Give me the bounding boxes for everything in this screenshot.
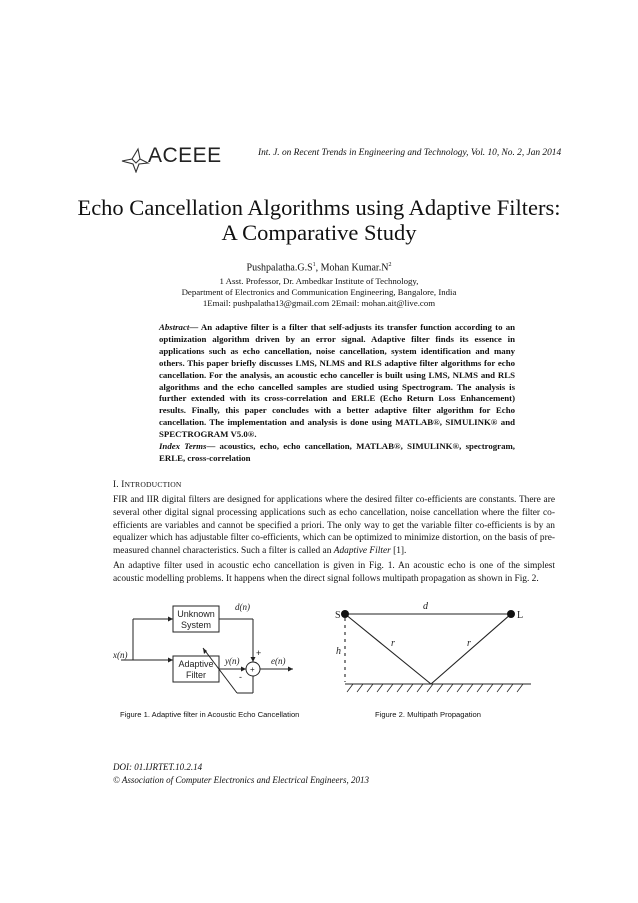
- signal-y: y(n): [225, 656, 240, 666]
- intro-paragraph-2: An adaptive filter used in acoustic echo cancellation is given in Fig. 1. An acoustic echo is one of the simplest acoustic modelling problems. It happens when the direct signal follows multipath propagation as shown in Fig. 2.: [113, 561, 555, 584]
- author-2: Mohan Kumar.N: [320, 262, 389, 274]
- figure-2-caption: Figure 2. Multipath Propagation: [375, 710, 481, 719]
- journal-reference: Int. J. on Recent Trends in Engineering and Technology, Vol. 10, No. 2, Jan 2014: [258, 148, 562, 158]
- label-h: h: [336, 646, 341, 657]
- author-emails: 1Email: pushpalatha13@gmail.com 2Email: mohan.ait@live.com: [202, 298, 436, 308]
- title-line-2: A Comparative Study: [221, 220, 417, 245]
- intro-paragraph-1: [113, 494, 555, 558]
- ground-hatching: [347, 684, 523, 692]
- logo-star-icon: [122, 149, 148, 172]
- section-heading-introduction: [113, 479, 182, 489]
- p1-text-a: FIR and IIR digital filters are designed for applications where the desired filter co-efficients are constants. There are several other digital signal processing applications such as echo cancellation, noise cancellation where the filter co-efficients are variables and cannot be specified a priori. The only way to get the variable filter co-efficients is by an equalizer which has adjustable filter co-efficients, which can be optimized to minimize distortion, on the basis of pre-measured channel characteristics. Such a filter is called an: [113, 495, 555, 557]
- abstract-label: Abstract: [159, 322, 190, 332]
- section-initial: I: [121, 479, 125, 489]
- signal-x: x(n): [113, 650, 128, 660]
- title-line-1: Echo Cancellation Algorithms using Adaptive Filters:: [77, 195, 561, 220]
- logo-text: ACEEE: [148, 144, 222, 167]
- minus-sign: -: [239, 672, 242, 682]
- author-sep: ,: [315, 262, 321, 274]
- index-terms-label: Index Terms: [159, 441, 207, 451]
- author-list: [60, 262, 578, 273]
- label-r1: r: [391, 638, 395, 649]
- affiliation-1: 1 Asst. Professor, Dr. Ambedkar Institute of Technology,: [219, 276, 419, 286]
- figure-2-multipath: [335, 598, 535, 693]
- section-title-rest: NTRODUCTION: [124, 480, 182, 489]
- abstract-text: — An adaptive filter is a filter that self-adjusts its transfer function according to an optimization algorithm driven by an error signal. Adaptive filter finds its essence in applications such as echo cancellation, noise cancellation, system identification and many others. This paper briefly discusses LMS, NLMS and RLS adaptive filter algorithms for echo cancellation. For the analysis, an acoustic echo canceller is built using LMS, NLMS and RLS algorithms and the echo cancelled samples are studied using Spectrogram. The analysis is further extended with its cross-correlation and ERLE (Echo Return Loss Enhancement) results. Finally, this paper concludes with a better adaptive filter algorithm for Echo cancellation. The implementation and analysis is done using MATLAB®, SIMULINK® and SPECTROGRAM V5.0®.: [159, 322, 515, 440]
- figure-1-block-diagram: [113, 598, 328, 706]
- sum-symbol: +: [250, 665, 255, 674]
- author-1: Pushpalatha.G.S: [246, 262, 313, 274]
- unknown-label-1: Unknown: [177, 609, 215, 619]
- signal-d: d(n): [235, 602, 250, 612]
- label-S: S: [335, 610, 341, 621]
- paper-title: [60, 195, 578, 245]
- copyright: © Association of Computer Electronics and Electrical Engineers, 2013: [113, 775, 370, 785]
- label-d: d: [423, 601, 428, 612]
- adaptive-label-2: Filter: [186, 670, 206, 680]
- label-r2: r: [467, 638, 471, 649]
- label-L: L: [517, 610, 524, 621]
- index-terms-text: — acoustics, echo, echo cancellation, MATLAB®, SIMULINK®, spectrogram, ERLE, cross-correlation: [159, 441, 515, 463]
- signal-e: e(n): [271, 656, 286, 666]
- section-number: I.: [113, 479, 122, 489]
- plus-sign: +: [256, 648, 262, 658]
- unknown-label-2: System: [180, 620, 212, 630]
- author-2-sup: 2: [388, 262, 392, 268]
- adaptive-label-1: Adaptive: [178, 659, 214, 669]
- abstract: [159, 322, 515, 441]
- listener-point: [507, 610, 515, 618]
- affiliation-2: Department of Electronics and Communication Engineering, Bangalore, India: [181, 287, 457, 297]
- author-1-sup: 1: [312, 262, 316, 268]
- p1-emphasis: Adaptive Filter: [333, 546, 391, 557]
- p1-text-b: [1].: [390, 546, 407, 557]
- doi: DOI: 01.IJRTET.10.2.14: [113, 762, 203, 772]
- figure-1-caption: Figure 1. Adaptive filter in Acoustic Echo Cancellation: [120, 710, 300, 719]
- index-terms: [159, 441, 515, 465]
- source-point: [341, 610, 349, 618]
